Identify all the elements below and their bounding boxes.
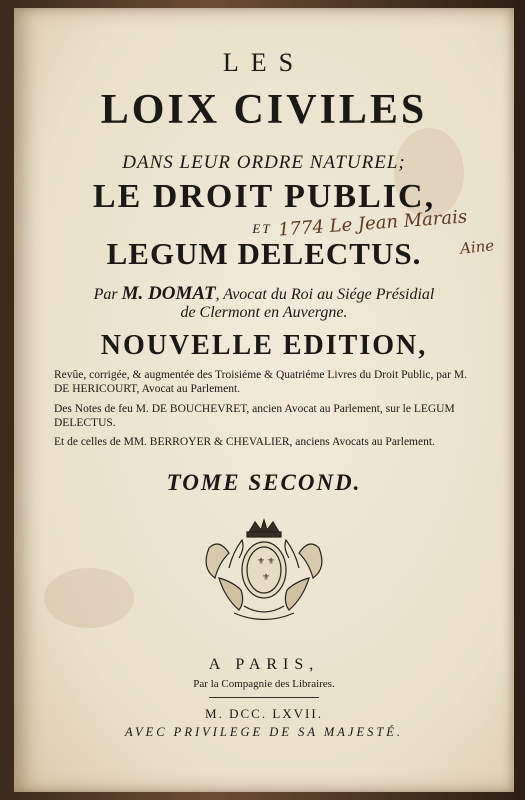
svg-text:⚜: ⚜: [262, 573, 271, 583]
privilege-line: AVEC PRIVILEGE DE SA MAJESTÉ.: [124, 725, 404, 739]
celles-paragraph: Et de celles de MM. BERROYER & CHEVALIER, anciens Avocats au Parlement.: [54, 436, 435, 448]
author-line: [14, 283, 514, 305]
title-legum-delectus: LEGUM DELECTUS.: [106, 236, 422, 271]
author-place: de Clermont en Auvergne.: [180, 304, 348, 321]
royal-arms-emblem-icon: [189, 518, 339, 626]
imprint-year: M. DCC. LXVII.: [205, 706, 323, 721]
author-role: , Avocat du Roi au Siége Présidial: [215, 286, 435, 303]
handwritten-inscription: 1774 Le Jean Marais: [277, 206, 468, 241]
imprint-publisher: Par la Compagnie des Libraires.: [193, 678, 335, 690]
handwritten-inscription-2: Aine: [459, 236, 496, 258]
title-les: LES: [222, 48, 306, 77]
author-par: Par: [93, 286, 118, 303]
volume-label: TOME SECOND.: [166, 470, 362, 495]
imprint-rule: [209, 697, 319, 698]
edition-heading: NOUVELLE EDITION,: [100, 330, 428, 361]
title-droit-public: LE DROIT PUBLIC,: [92, 178, 436, 215]
revue-paragraph: Revûe, corrigée, & augmentée des Troisiéme & Quatriéme Livres du Droit Public, par M. DE HERICOURT, Avocat au Parlement.: [54, 369, 467, 395]
svg-text:⚜: ⚜: [257, 557, 266, 567]
subtitle-ordre-naturel: DANS LEUR ORDRE NATUREL;: [122, 152, 406, 173]
imprint-place: A PARIS,: [208, 656, 320, 673]
notes-paragraph: Des Notes de feu M. DE BOUCHEVRET, ancien Avocat au Parlement, sur le LEGUM DELECTUS.: [54, 403, 455, 429]
title-page: [14, 8, 514, 792]
svg-text:⚜: ⚜: [267, 557, 276, 567]
title-loix-civiles: LOIX CIVILES: [100, 87, 428, 133]
title-et: ET: [252, 221, 272, 236]
author-name: M. DOMAT: [121, 283, 216, 304]
paper-stain: [44, 568, 134, 628]
